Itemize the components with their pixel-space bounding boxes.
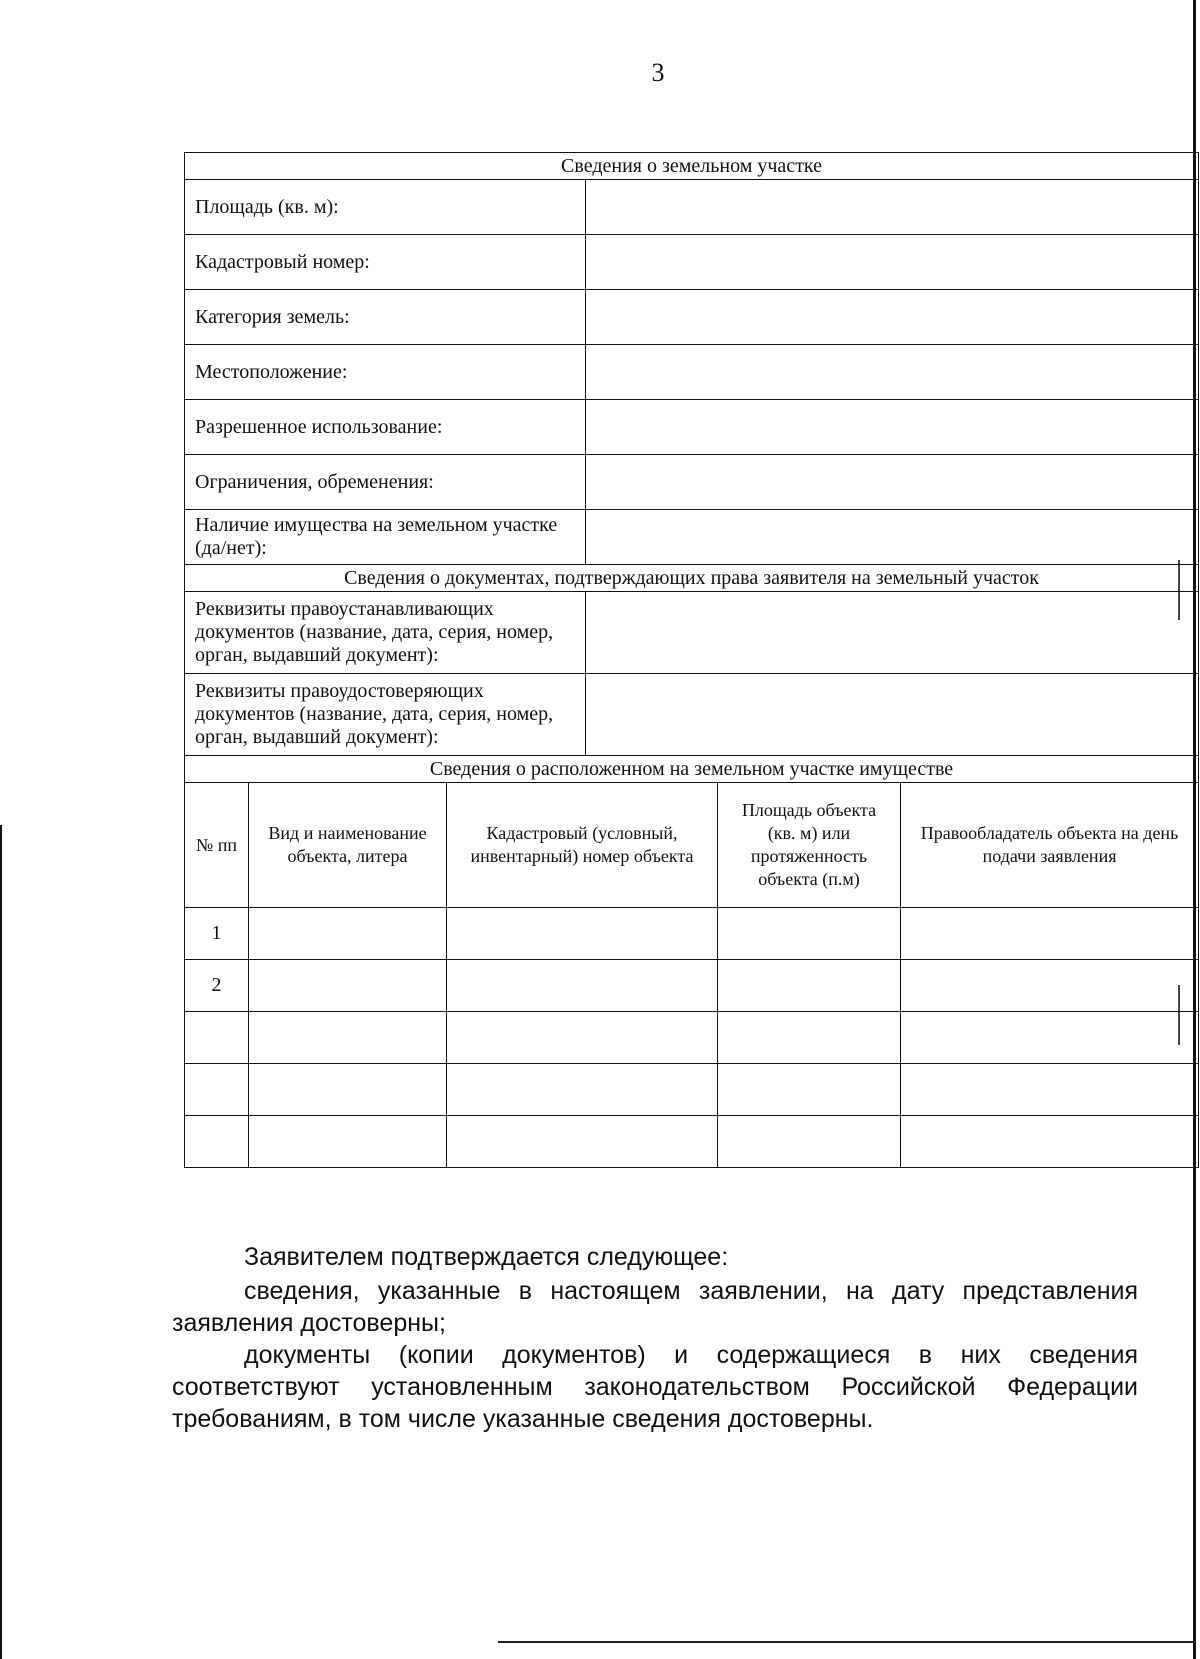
- location-value-cell[interactable]: [586, 345, 1199, 400]
- scan-bottom-line: [498, 1641, 1196, 1643]
- table-cell[interactable]: [718, 1116, 901, 1168]
- table-cell[interactable]: [901, 1012, 1199, 1064]
- table-cell[interactable]: [901, 908, 1199, 960]
- land-field-row: [185, 510, 1199, 565]
- table-cell[interactable]: [447, 1064, 718, 1116]
- confirmation-item: сведения, указанные в настоящем заявлении, на дату представления заявления достоверны;: [172, 1277, 1138, 1337]
- page-number: 3: [651, 58, 665, 87]
- land-field-row: [185, 235, 1199, 290]
- table-cell[interactable]: [718, 960, 901, 1012]
- property-table-header: [185, 783, 1199, 908]
- field-label: Ограничения, обременения:: [185, 455, 586, 510]
- land-section-header: [185, 153, 1199, 180]
- field-label: Категория земель:: [185, 290, 586, 345]
- confirmation-intro: Заявителем подтверждается следующее:: [244, 1243, 729, 1271]
- row-number: [185, 1116, 249, 1168]
- table-cell[interactable]: [249, 1116, 447, 1168]
- field-label: Реквизиты правоудостоверяющих документов (название, дата, серия, номер, орган, выдавший документ):: [185, 674, 586, 756]
- certifying-documents-value-cell[interactable]: [586, 674, 1199, 756]
- field-label: Площадь (кв. м):: [185, 180, 586, 235]
- property-presence-value-cell[interactable]: [586, 510, 1199, 565]
- column-header: № пп: [185, 783, 249, 908]
- table-row: [185, 1116, 1199, 1168]
- table-row: [185, 1012, 1199, 1064]
- land-section-title: Сведения о земельном участке: [185, 153, 1199, 180]
- documents-section-header: [185, 565, 1199, 592]
- table-cell[interactable]: [718, 1012, 901, 1064]
- restrictions-value-cell[interactable]: [586, 455, 1199, 510]
- table-cell[interactable]: [447, 908, 718, 960]
- documents-field-row: [185, 592, 1199, 674]
- table-cell[interactable]: [249, 1012, 447, 1064]
- table-cell[interactable]: [901, 960, 1199, 1012]
- table-cell[interactable]: [249, 960, 447, 1012]
- documents-section-title: Сведения о документах, подтверждающих права заявителя на земельный участок: [185, 565, 1199, 592]
- table-cell[interactable]: [249, 908, 447, 960]
- table-cell[interactable]: [249, 1064, 447, 1116]
- field-label: Наличие имущества на земельном участке (да/нет):: [185, 510, 586, 565]
- field-label: Местоположение:: [185, 345, 586, 400]
- title-documents-value-cell[interactable]: [586, 592, 1199, 674]
- table-cell[interactable]: [901, 1116, 1199, 1168]
- table-cell[interactable]: [718, 908, 901, 960]
- row-number: 2: [185, 960, 249, 1012]
- table-cell[interactable]: [447, 960, 718, 1012]
- column-header: Вид и наименование объекта, литера: [249, 783, 447, 908]
- column-header: Правообладатель объекта на день подачи заявления: [901, 783, 1199, 908]
- row-number: 1: [185, 908, 249, 960]
- column-header: Кадастровый (условный, инвентарный) номер объекта: [447, 783, 718, 908]
- cadastral-number-value-cell[interactable]: [586, 235, 1199, 290]
- row-number: [185, 1064, 249, 1116]
- table-row: [185, 1064, 1199, 1116]
- land-field-row: [185, 400, 1199, 455]
- scan-edge-left: [0, 825, 2, 1659]
- area-value-cell[interactable]: [586, 180, 1199, 235]
- property-section-title: Сведения о расположенном на земельном участке имуществе: [185, 756, 1199, 783]
- table-cell[interactable]: [718, 1064, 901, 1116]
- row-number: [185, 1012, 249, 1064]
- field-label: Кадастровый номер:: [185, 235, 586, 290]
- field-label: Реквизиты правоустанавливающих документов (название, дата, серия, номер, орган, выдавший документ):: [185, 592, 586, 674]
- land-field-row: [185, 345, 1199, 400]
- column-header: Площадь объекта (кв. м) или протяженность объекта (п.м): [718, 783, 901, 908]
- documents-field-row: [185, 674, 1199, 756]
- land-category-value-cell[interactable]: [586, 290, 1199, 345]
- table-cell[interactable]: [447, 1116, 718, 1168]
- confirmation-item: документы (копии документов) и содержащиеся в них сведения соответствуют установленным законодательством Российской Федерации требованиям, в том числе указанные сведения достоверны.: [172, 1341, 1138, 1433]
- land-field-row: [185, 180, 1199, 235]
- confirmation-block: [172, 1241, 1138, 1435]
- table-cell[interactable]: [447, 1012, 718, 1064]
- land-field-row: [185, 455, 1199, 510]
- permitted-use-value-cell[interactable]: [586, 400, 1199, 455]
- table-cell[interactable]: [901, 1064, 1199, 1116]
- field-label: Разрешенное использование:: [185, 400, 586, 455]
- land-field-row: [185, 290, 1199, 345]
- table-row: [185, 960, 1199, 1012]
- table-row: [185, 908, 1199, 960]
- property-section-header: [185, 756, 1199, 783]
- application-form-table: [184, 152, 1199, 1168]
